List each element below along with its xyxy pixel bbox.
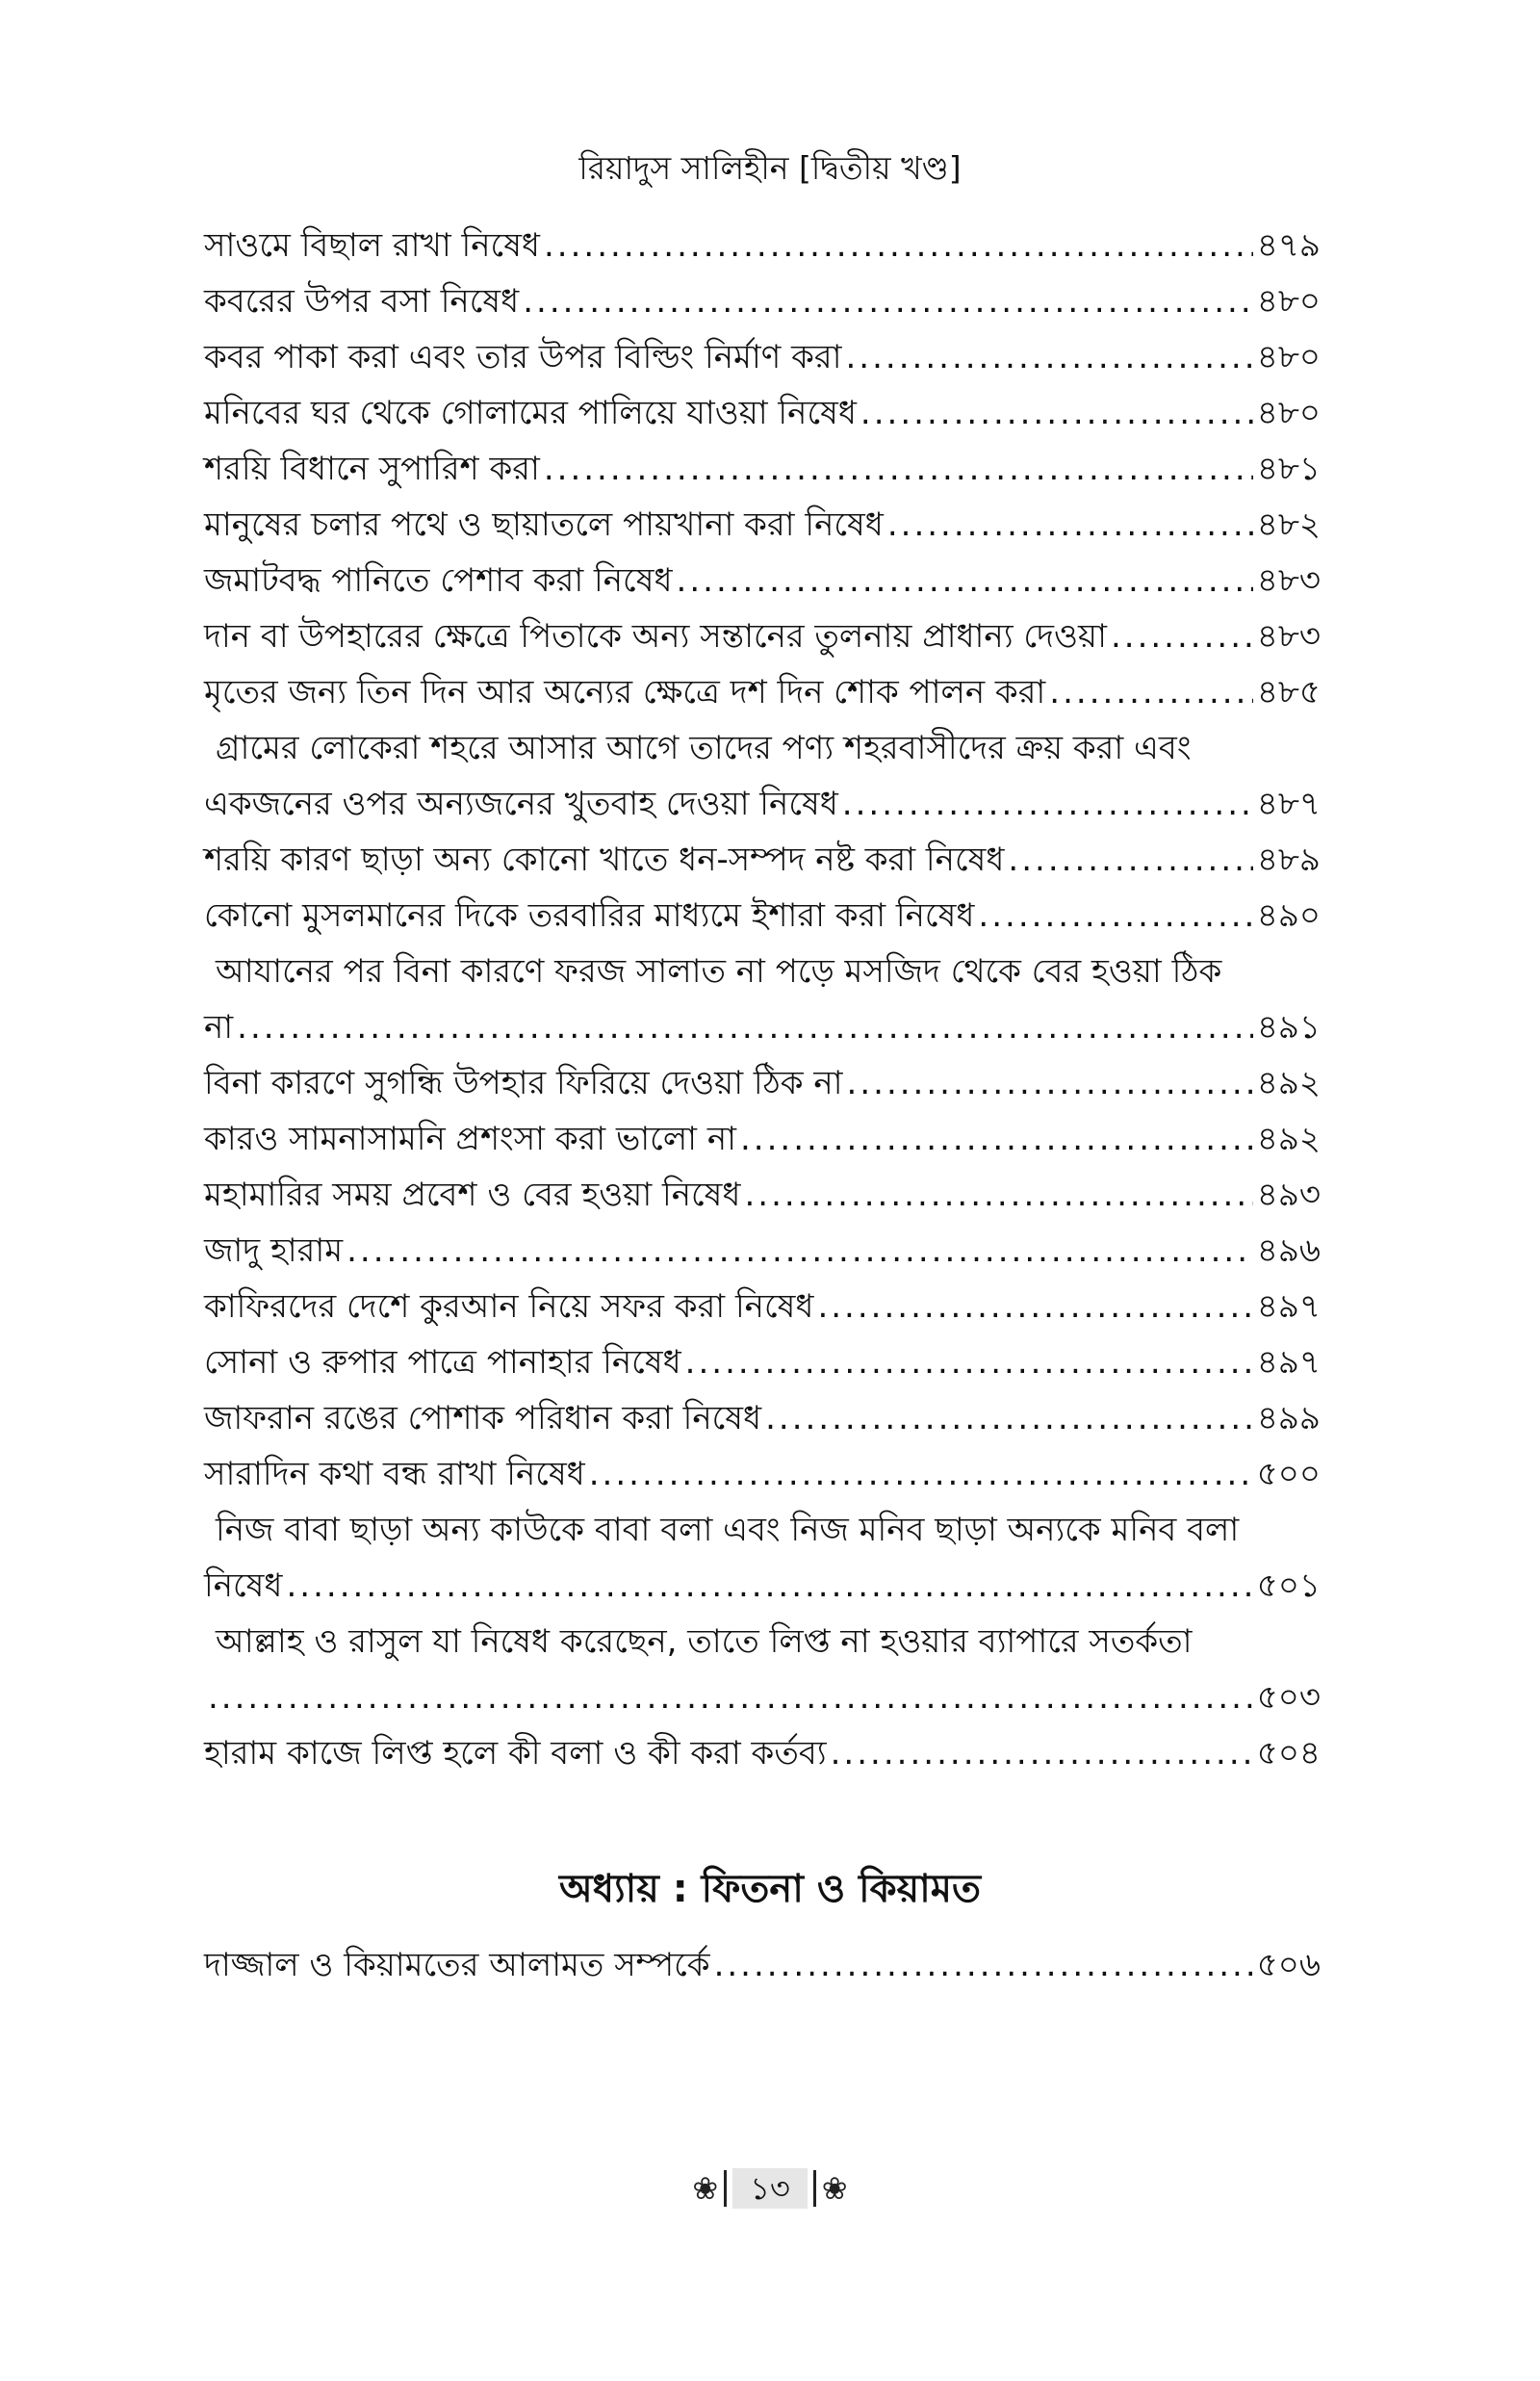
- toc-entry-page: ৪৮০: [1256, 394, 1321, 432]
- dot-leader: [817, 1279, 1252, 1334]
- toc-entry: [204, 385, 1321, 441]
- toc-entry-title: দান বা উপহারের ক্ষেত্রে পিতাকে অন্য সন্তানের তুলনায় প্রাধান্য দেওয়া: [204, 617, 1107, 656]
- toc-entry-page: ৪৯৬: [1256, 1231, 1321, 1270]
- toc-entry-page: ৫০৪: [1256, 1734, 1321, 1773]
- toc-entry-page: ৪৮৭: [1256, 785, 1321, 823]
- dot-leader: [1049, 664, 1253, 720]
- toc-entry-title: সাওমে বিছাল রাখা নিষেধ: [204, 226, 540, 265]
- toc-entry-page: ৪৮২: [1256, 505, 1321, 544]
- dot-leader: [831, 1725, 1253, 1781]
- flourish-left-icon: ❀: [692, 2170, 719, 2207]
- dot-leader: [237, 999, 1253, 1055]
- toc-entry-title: কারও সামনাসামনি প্রশংসা করা ভালো না: [204, 1120, 736, 1158]
- dot-leader: [677, 553, 1253, 608]
- toc-entry: [204, 497, 1321, 553]
- toc-entry-page: ৫০১: [1256, 1566, 1321, 1605]
- toc-entry-title: জাদু হারাম: [204, 1231, 344, 1270]
- dot-leader: [544, 441, 1253, 497]
- toc-entry-title: মানুষের চলার পথে ও ছায়াতলে পায়খানা করা নিষেধ: [204, 505, 884, 544]
- toc-entry-title: শরয়ি কারণ ছাড়া অন্য কোনো খাতে ধন-সম্পদ নষ্ট করা নিষেধ: [204, 841, 1005, 879]
- toc-entry-title: বিনা কারণে সুগন্ধি উপহার ফিরিয়ে দেওয়া ঠিক না: [204, 1064, 843, 1102]
- toc-entry: [204, 1279, 1321, 1334]
- chapter-table-of-contents: [204, 1937, 1321, 1993]
- toc-entry: [204, 664, 1321, 720]
- toc-entry: [204, 273, 1321, 329]
- toc-entry-first-line: গ্রামের লোকেরা শহরে আসার আগে তাদের পণ্য শহরবাসীদের ক্রয় করা এবং: [216, 729, 1192, 767]
- toc-entry-title: জমাটবদ্ধ পানিতে পেশাব করা নিষেধ: [204, 561, 673, 600]
- toc-entry-title: দাজ্জাল ও কিয়ামতের আলামত সম্পর্কে: [204, 1946, 710, 1984]
- toc-entry-title: শরয়ি বিধানে সুপারিশ করা: [204, 450, 540, 488]
- toc-entry-title: কবরের উপর বসা নিষেধ: [204, 282, 520, 321]
- toc-entry-title: কোনো মুসলমানের দিকে তরবারির মাধ্যমে ইশারা করা নিষেধ: [204, 896, 975, 935]
- dot-leader: [887, 497, 1253, 553]
- toc-entry-page: ৪৮৫: [1256, 673, 1321, 712]
- dot-leader: [765, 1390, 1253, 1446]
- toc-entry-page: ৪৯৯: [1256, 1399, 1321, 1437]
- toc-entry-title: সারাদিন কথা বন্ধ রাখা নিষেধ: [204, 1455, 585, 1493]
- dot-leader: [978, 888, 1252, 944]
- dot-leader: [1008, 832, 1252, 888]
- running-header: রিয়াদুস সালিহীন [দ্বিতীয় খণ্ড]: [578, 149, 962, 187]
- dot-leader: [346, 1223, 1253, 1279]
- toc-entry: [204, 888, 1321, 944]
- toc-entry: [204, 832, 1321, 888]
- dot-leader: [208, 1669, 1253, 1725]
- toc-entry: [204, 218, 1321, 273]
- page-number-box: [692, 2168, 847, 2209]
- toc-entry-page: ৪৯০: [1256, 896, 1321, 935]
- toc-entry: [204, 1669, 1321, 1725]
- dot-leader: [589, 1446, 1253, 1502]
- toc-entry-title: হারাম কাজে লিপ্ত হলে কী বলা ও কী করা কর্তব্য: [204, 1734, 827, 1773]
- toc-entry: [204, 1937, 1321, 1993]
- toc-entry-page: ৪৯৩: [1256, 1176, 1321, 1214]
- dot-leader: [544, 218, 1253, 273]
- page-number: ১৩: [732, 2168, 808, 2209]
- bar-divider: [724, 2170, 727, 2207]
- dot-leader: [1111, 608, 1253, 664]
- toc-entry-title: মৃতের জন্য তিন দিন আর অন্যের ক্ষেত্রে দশ দিন শোক পালন করা: [204, 673, 1046, 712]
- toc-entry-first-line: আযানের পর বিনা কারণে ফরজ সালাত না পড়ে মসজিদ থেকে বের হওয়া ঠিক: [216, 952, 1222, 991]
- bar-divider: [813, 2170, 816, 2207]
- toc-entry: [204, 329, 1321, 385]
- toc-entry: [204, 1390, 1321, 1446]
- dot-leader: [287, 1558, 1253, 1614]
- toc-entry-page: ৪৯৭: [1256, 1287, 1321, 1326]
- toc-entry-first-line: নিজ বাবা ছাড়া অন্য কাউকে বাবা বলা এবং নিজ মনিব ছাড়া অন্যকে মনিব বলা: [216, 1511, 1240, 1549]
- toc-entry: [204, 553, 1321, 608]
- toc-entry-page: ৫০৬: [1256, 1946, 1321, 1984]
- toc-entry-page: ৪৮৩: [1256, 617, 1321, 656]
- toc-entry-page: ৫০০: [1256, 1455, 1321, 1493]
- toc-entry-page: ৪৭৯: [1256, 226, 1321, 265]
- toc-entry: [204, 441, 1321, 497]
- toc-entry: [204, 1167, 1321, 1223]
- dot-leader: [523, 273, 1253, 329]
- dot-leader: [845, 329, 1252, 385]
- toc-entry: [204, 1725, 1321, 1781]
- dot-leader: [842, 776, 1253, 832]
- toc-entry: [204, 999, 1321, 1055]
- toc-entry: [204, 1446, 1321, 1502]
- toc-entry: [204, 608, 1321, 664]
- toc-entry-title: নিষেধ: [204, 1566, 283, 1605]
- page-footer: [0, 2168, 1540, 2209]
- dot-leader: [685, 1334, 1253, 1390]
- toc-entry: [204, 1334, 1321, 1390]
- dot-leader: [740, 1111, 1253, 1167]
- toc-entry: [204, 776, 1321, 832]
- dot-leader: [847, 1055, 1253, 1111]
- toc-entry-page: ৪৯১: [1256, 1008, 1321, 1047]
- toc-entry-page: ৫০৩: [1256, 1678, 1321, 1717]
- toc-entry-page: ৪৯২: [1256, 1120, 1321, 1158]
- toc-entry-title: একজনের ওপর অন্যজনের খুতবাহ দেওয়া নিষেধ: [204, 785, 838, 823]
- toc-entry-page: ৪৯২: [1256, 1064, 1321, 1102]
- toc-entry-title: সোনা ও রুপার পাত্রে পানাহার নিষেধ: [204, 1343, 681, 1382]
- toc-entry-page: ৪৮৯: [1256, 841, 1321, 879]
- toc-entry-title: কাফিরদের দেশে কুরআন নিয়ে সফর করা নিষেধ: [204, 1287, 814, 1326]
- dot-leader: [860, 385, 1253, 441]
- dot-leader: [744, 1167, 1252, 1223]
- toc-entry-page: ৪৮০: [1256, 338, 1321, 376]
- toc-entry-title: জাফরান রঙের পোশাক পরিধান করা নিষেধ: [204, 1399, 762, 1437]
- toc-entry-title: কবর পাকা করা এবং তার উপর বিল্ডিং নির্মাণ করা: [204, 338, 842, 376]
- toc-entry: [204, 1558, 1321, 1614]
- toc-entry-page: ৪৮০: [1256, 282, 1321, 321]
- toc-entry: [204, 1055, 1321, 1111]
- toc-entry-first-line: আল্লাহ ও রাসুল যা নিষেধ করেছেন, তাতে লিপ্ত না হওয়ার ব্যাপারে সতর্কতা: [216, 1622, 1193, 1661]
- toc-entry-title: মনিবের ঘর থেকে গোলামের পালিয়ে যাওয়া নিষেধ: [204, 394, 857, 432]
- toc-entry: [204, 1223, 1321, 1279]
- toc-entry-page: ৪৯৭: [1256, 1343, 1321, 1382]
- toc-entry-title: মহামারির সময় প্রবেশ ও বের হওয়া নিষেধ: [204, 1176, 741, 1214]
- table-of-contents: [204, 218, 1321, 1781]
- toc-entry-title: না: [204, 1008, 234, 1047]
- toc-entry: [204, 1111, 1321, 1167]
- flourish-right-icon: ❀: [821, 2170, 848, 2207]
- toc-entry-page: ৪৮১: [1256, 450, 1321, 488]
- chapter-heading: অধ্যায় : ফিতনা ও কিয়ামত: [559, 1867, 981, 1911]
- dot-leader: [714, 1937, 1253, 1993]
- toc-entry-page: ৪৮৩: [1256, 561, 1321, 600]
